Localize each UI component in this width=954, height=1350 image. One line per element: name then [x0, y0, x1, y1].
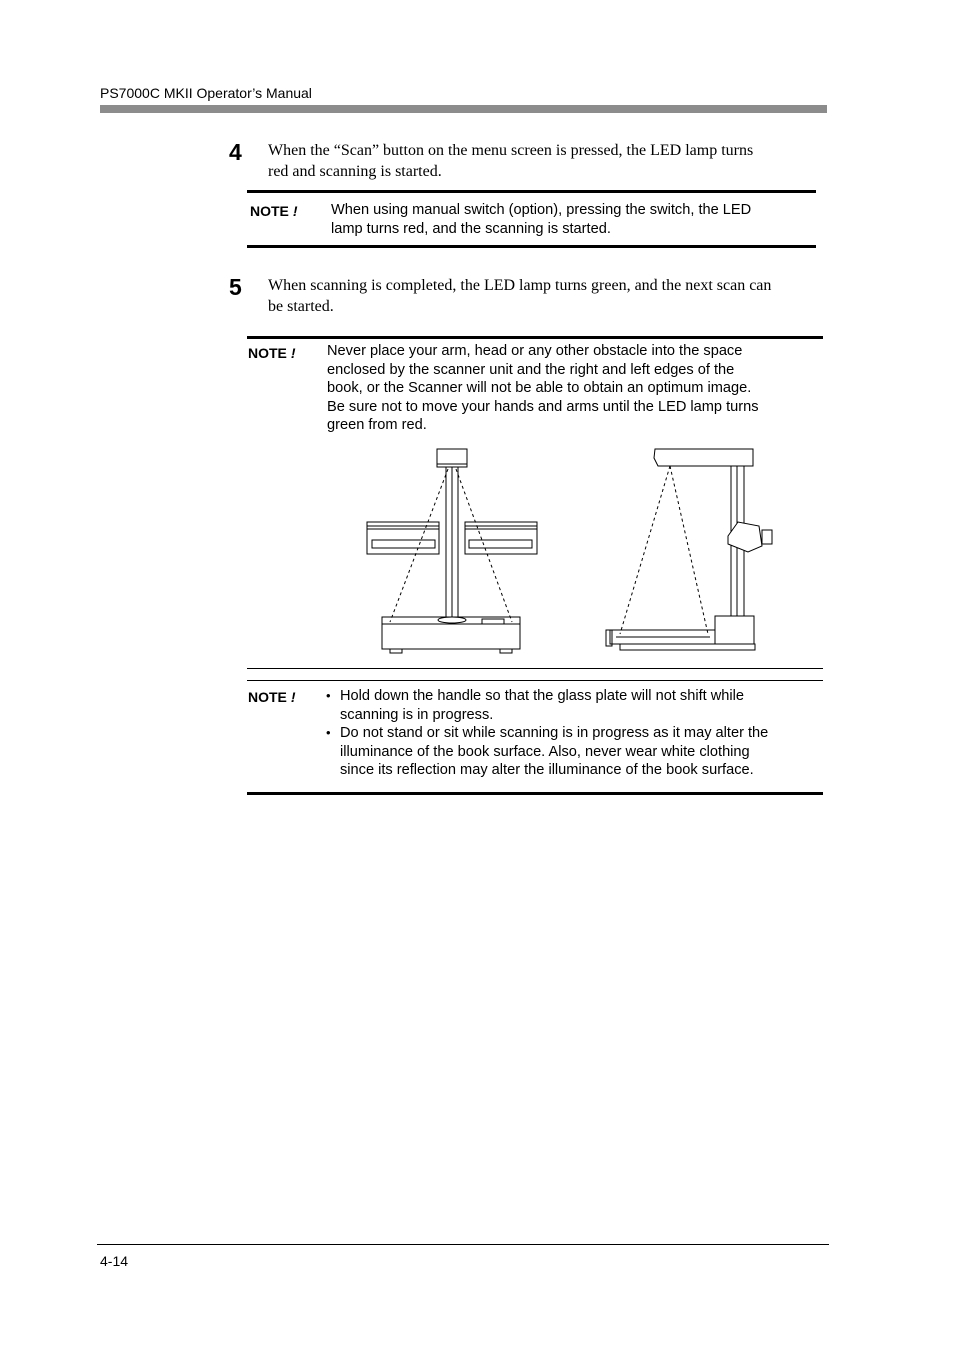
- note-line: lamp turns red, and the scanning is started.: [331, 220, 611, 237]
- scanner-illustration: [360, 444, 780, 660]
- note-bullet-item: [326, 687, 823, 724]
- note-line: enclosed by the scanner unit and the right and left edges of the: [327, 361, 735, 378]
- page-number: 4-14: [100, 1253, 129, 1269]
- note-line: illuminance of the book surface. Also, never wear white clothing: [340, 743, 750, 760]
- note-text: [327, 342, 759, 435]
- note-line: book, or the Scanner will not be able to obtain an optimum image.: [327, 380, 752, 396]
- note-line: • Hold down the handle so that the glass plate will not shift while: [340, 688, 745, 704]
- note-line: green from red.: [327, 417, 427, 433]
- note-bullet-list: [326, 687, 823, 780]
- note-bottom-rule: [247, 792, 823, 795]
- step-text-line: When the “Scan” button on the menu screen is pressed, the LED lamp turns: [268, 142, 754, 159]
- note-label-text: NOTE: [250, 203, 289, 219]
- step-text: [268, 140, 753, 182]
- scanner-front-view: [367, 449, 537, 653]
- note-label: [248, 345, 296, 361]
- step-text: [268, 275, 771, 317]
- step-text-line: red and scanning is started.: [268, 163, 442, 180]
- note-top-rule: [247, 680, 823, 681]
- note-mark: !: [292, 203, 298, 219]
- figure-bottom-rule: [247, 668, 823, 669]
- note-mark: !: [290, 689, 296, 705]
- note-label: [250, 203, 298, 219]
- note-line: Be sure not to move your hands and arms until the LED lamp turns: [327, 398, 759, 415]
- note-line: scanning is in progress.: [340, 706, 494, 723]
- header-bar: [100, 105, 827, 113]
- header-title: PS7000C MKII Operator’s Manual: [100, 85, 312, 101]
- scanner-side-view: [606, 449, 772, 650]
- note-line: Never place your arm, head or any other obstacle into the space: [327, 343, 743, 359]
- step-number: 4: [229, 139, 242, 165]
- footer-rule: [97, 1244, 829, 1245]
- note-line: When using manual switch (option), pressing the switch, the LED: [331, 202, 752, 218]
- note-top-rule: [247, 190, 816, 193]
- note-label-text: NOTE: [248, 345, 287, 361]
- note-label-text: NOTE: [248, 689, 287, 705]
- note-top-rule: [247, 336, 823, 339]
- note-line: since its reflection may alter the illuminance of the book surface.: [340, 762, 754, 778]
- note-line: • Do not stand or sit while scanning is in progress as it may alter the: [340, 725, 769, 741]
- note-label: [248, 689, 296, 705]
- note-bottom-rule: [247, 245, 816, 248]
- note-mark: !: [290, 345, 296, 361]
- note-text: [331, 201, 751, 238]
- step-number: 5: [229, 274, 242, 300]
- step-text-line: be started.: [268, 298, 334, 315]
- step-text-line: When scanning is completed, the LED lamp turns green, and the next scan can: [268, 277, 772, 294]
- note-bullet-item: [326, 724, 823, 780]
